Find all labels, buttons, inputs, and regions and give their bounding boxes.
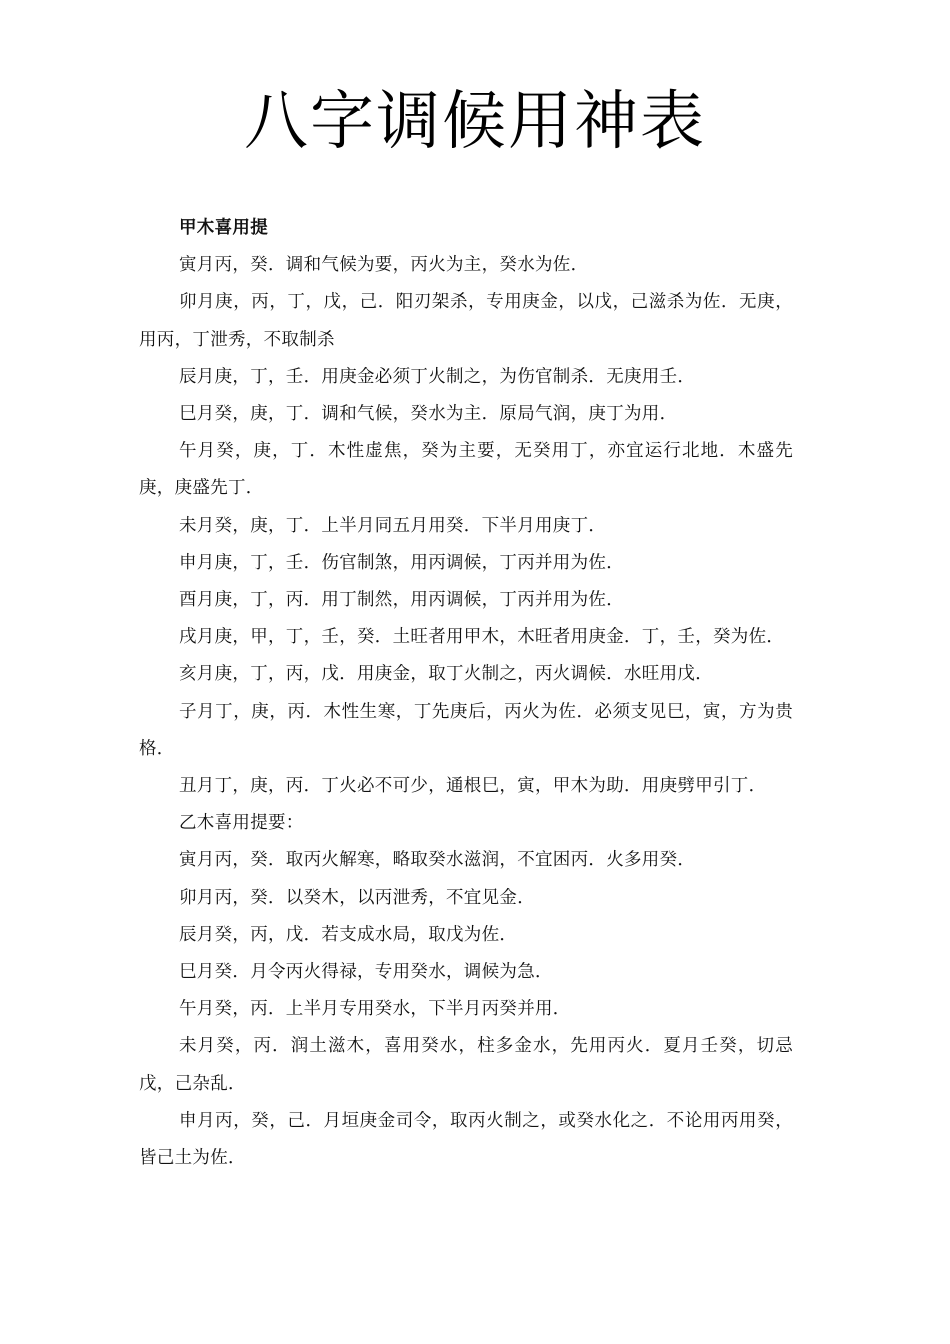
body-paragraph: 巳月癸，庚，丁．调和气候，癸水为主．原局气润，庚丁为用． <box>179 404 678 425</box>
body-paragraph: 亥月庚，丁，丙，戊．用庚金，取丁火制之，丙火调候．水旺用戊． <box>179 664 713 685</box>
body-paragraph: 巳月癸．月令丙火得禄，专用癸水，调候为急． <box>179 962 553 983</box>
body-paragraph: 丑月丁，庚，丙．丁火必不可少，通根巳，寅，甲木为助．用庚劈甲引丁． <box>179 776 767 797</box>
section-heading: 甲木喜用提 <box>179 218 268 238</box>
body-paragraph: 申月丙，癸，己．月垣庚金司令，取丙火制之，或癸水化之．不论用丙用癸，皆己土为佐． <box>139 1110 793 1169</box>
body-paragraph: 乙木喜用提要： <box>179 813 304 834</box>
body-paragraph: 申月庚，丁，壬．伤官制煞，用丙调候，丁丙并用为佐． <box>179 552 624 573</box>
body-paragraph: 子月丁，庚，丙．木性生寒，丁先庚后，丙火为佐．必须支见巳，寅，方为贵格． <box>139 701 793 759</box>
document-body <box>139 210 793 1177</box>
document-title: 八字调候用神表 <box>244 85 706 159</box>
body-paragraph: 卯月庚，丙，丁，戊，己．阳刃架杀，专用庚金，以戊，己滋杀为佐．无庚，用丙，丁泄秀，不取制杀 <box>139 292 793 350</box>
body-paragraph: 午月癸，庚，丁．木性虚焦，癸为主要，无癸用丁，亦宜运行北地．木盛先庚，庚盛先丁． <box>139 441 793 499</box>
body-paragraph: 未月癸，庚，丁．上半月同五月用癸．下半月用庚丁． <box>179 515 607 536</box>
body-paragraph: 寅月丙，癸．取丙火解寒，略取癸水滋润，不宜困丙．火多用癸． <box>179 850 696 871</box>
body-paragraph: 寅月丙，癸．调和气候为要，丙火为主，癸水为佐． <box>179 255 589 276</box>
body-paragraph: 酉月庚，丁，丙．用丁制然，用丙调候，丁丙并用为佐． <box>179 590 624 611</box>
body-paragraph: 卯月丙，癸．以癸木，以丙泄秀，不宜见金． <box>179 887 535 908</box>
body-paragraph: 辰月庚，丁，壬．用庚金必须丁火制之，为伤官制杀．无庚用壬． <box>179 366 696 387</box>
body-paragraph: 午月癸，丙．上半月专用癸水，下半月丙癸并用． <box>179 999 571 1020</box>
body-paragraph: 戌月庚，甲，丁，壬，癸．土旺者用甲木，木旺者用庚金．丁，壬，癸为佐． <box>179 627 785 648</box>
body-paragraph: 未月癸，丙．润土滋木，喜用癸水，柱多金水，先用丙火．夏月壬癸，切忌戊，己杂乱． <box>139 1036 793 1094</box>
body-paragraph: 辰月癸，丙，戊．若支成水局，取戊为佐． <box>179 924 518 945</box>
